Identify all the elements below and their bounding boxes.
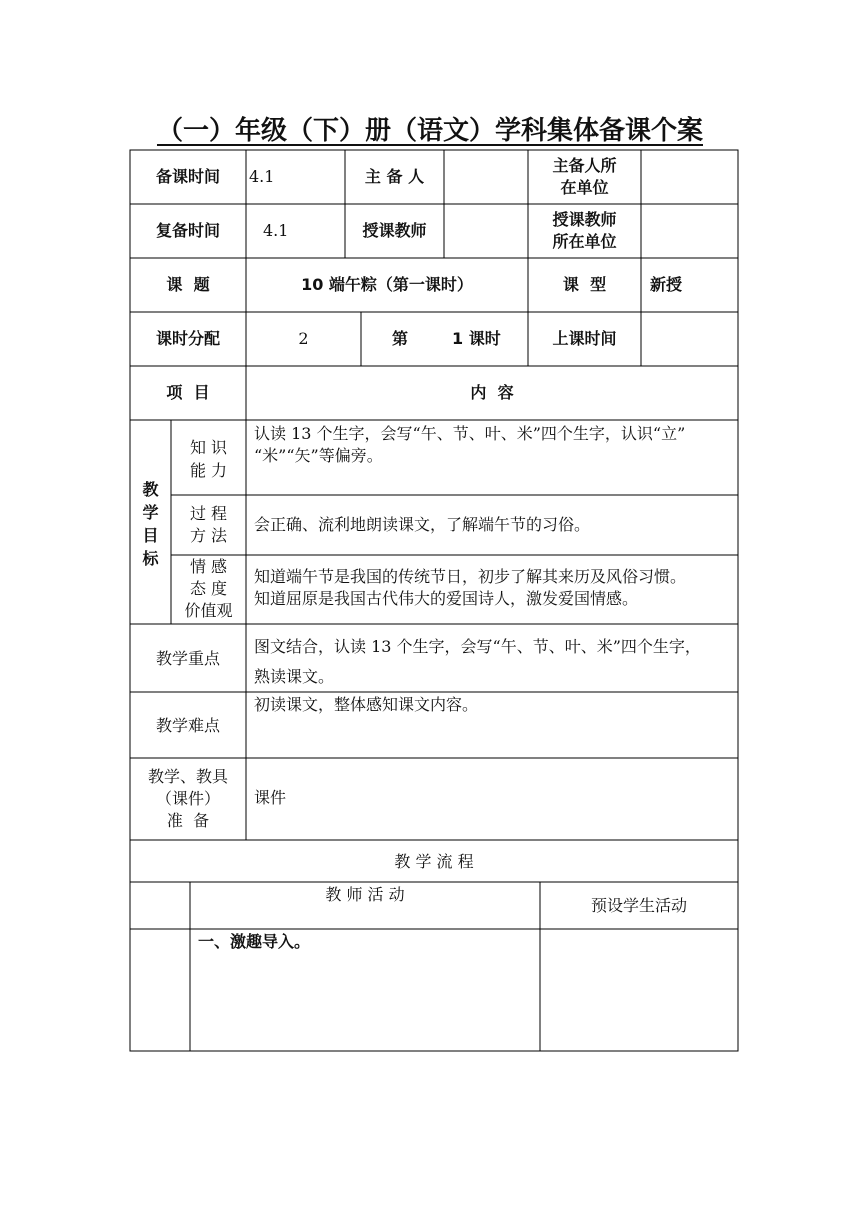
emotion-label-line3: 价值观 <box>184 601 233 620</box>
allocation-label: 课时分配 <box>155 329 220 348</box>
main-preparer-label: 主 备 人 <box>364 167 425 186</box>
materials-text: 课件 <box>254 788 287 807</box>
prep-time-label: 备课时间 <box>155 167 220 186</box>
period-prefix: 第 <box>392 329 409 348</box>
knowledge-label <box>171 436 246 482</box>
teacher-unit-label-line1: 授课教师 <box>552 210 617 229</box>
main-unit-label-line1: 主备人所 <box>552 156 617 175</box>
key-points-text-line1: 图文结合，认读 13 个生字，会写“午、节、叶、米”四个生字， <box>254 637 701 656</box>
knowledge-text-line2: “米”“矢”等偏旁。 <box>254 446 383 465</box>
prep-time-value: 4.1 <box>249 167 275 186</box>
teacher-unit-label-line2: 所在单位 <box>552 232 617 251</box>
process-text: 会正确、流利地朗读课文，了解端午节的习俗。 <box>254 515 591 534</box>
difficulties-label: 教学难点 <box>155 716 220 735</box>
key-points-text-line2: 熟读课文。 <box>254 667 335 686</box>
materials-label-line2: （课件） <box>155 789 220 808</box>
goals-char-2: 学 <box>142 503 159 522</box>
period-value: 1 课时 <box>452 329 501 348</box>
emotion-label <box>171 556 246 622</box>
process-label-line2: 方 法 <box>189 526 228 545</box>
emotion-label-line1: 情 感 <box>189 557 228 576</box>
topic-label: 课 题 <box>166 275 210 294</box>
materials-label-line3: 准 备 <box>166 811 210 830</box>
knowledge-text <box>254 423 685 467</box>
key-points-text <box>254 632 701 692</box>
page-title-text: （一）年级（下）册（语文）学科集体备课个案 <box>156 116 703 146</box>
knowledge-text-line1: 认读 13 个生字，会写“午、节、叶、米”四个生字，认识“立” <box>254 424 686 443</box>
emotion-label-line2: 态 度 <box>189 579 228 598</box>
goals-char-4: 标 <box>142 549 159 568</box>
student-activity-header: 预设学生活动 <box>590 896 687 915</box>
topic-value: 10 端午粽（第一课时） <box>301 275 473 294</box>
emotion-text <box>254 566 686 610</box>
teacher-activity-header: 教 师 活 动 <box>325 885 405 904</box>
emotion-text-line1: 知道端午节是我国的传统节日，初步了解其来历及风俗习惯。 <box>254 567 687 586</box>
item-header: 项 目 <box>166 383 210 402</box>
teacher-unit-label <box>528 209 641 253</box>
knowledge-label-line1: 知 识 <box>189 438 228 457</box>
type-value: 新授 <box>650 275 683 294</box>
teaching-goals-label <box>130 478 171 570</box>
main-unit-label-line2: 在单位 <box>560 178 609 197</box>
process-label <box>171 503 246 547</box>
type-label: 课 型 <box>562 275 607 294</box>
key-points-label: 教学重点 <box>155 649 220 668</box>
review-time-value: 4.1 <box>263 221 289 240</box>
materials-label <box>130 766 246 832</box>
difficulties-text: 初读课文，整体感知课文内容。 <box>254 695 479 714</box>
process-label-line1: 过 程 <box>189 504 228 523</box>
content-header: 内 容 <box>470 383 514 402</box>
teaching-process-title: 教 学 流 程 <box>394 852 474 871</box>
goals-char-3: 目 <box>142 526 159 545</box>
materials-label-line1: 教学、教具 <box>147 767 228 786</box>
process-step-1: 一、激趣导入。 <box>198 932 311 951</box>
emotion-text-line2: 知道屈原是我国古代伟大的爱国诗人，激发爱国情感。 <box>254 589 639 608</box>
review-time-label: 复备时间 <box>155 221 220 240</box>
knowledge-label-line2: 能 力 <box>189 461 228 480</box>
goals-char-1: 教 <box>142 480 159 499</box>
main-unit-label <box>528 155 641 199</box>
class-time-label: 上课时间 <box>552 329 617 348</box>
allocation-value: 2 <box>298 329 309 348</box>
teacher-label: 授课教师 <box>362 221 427 240</box>
